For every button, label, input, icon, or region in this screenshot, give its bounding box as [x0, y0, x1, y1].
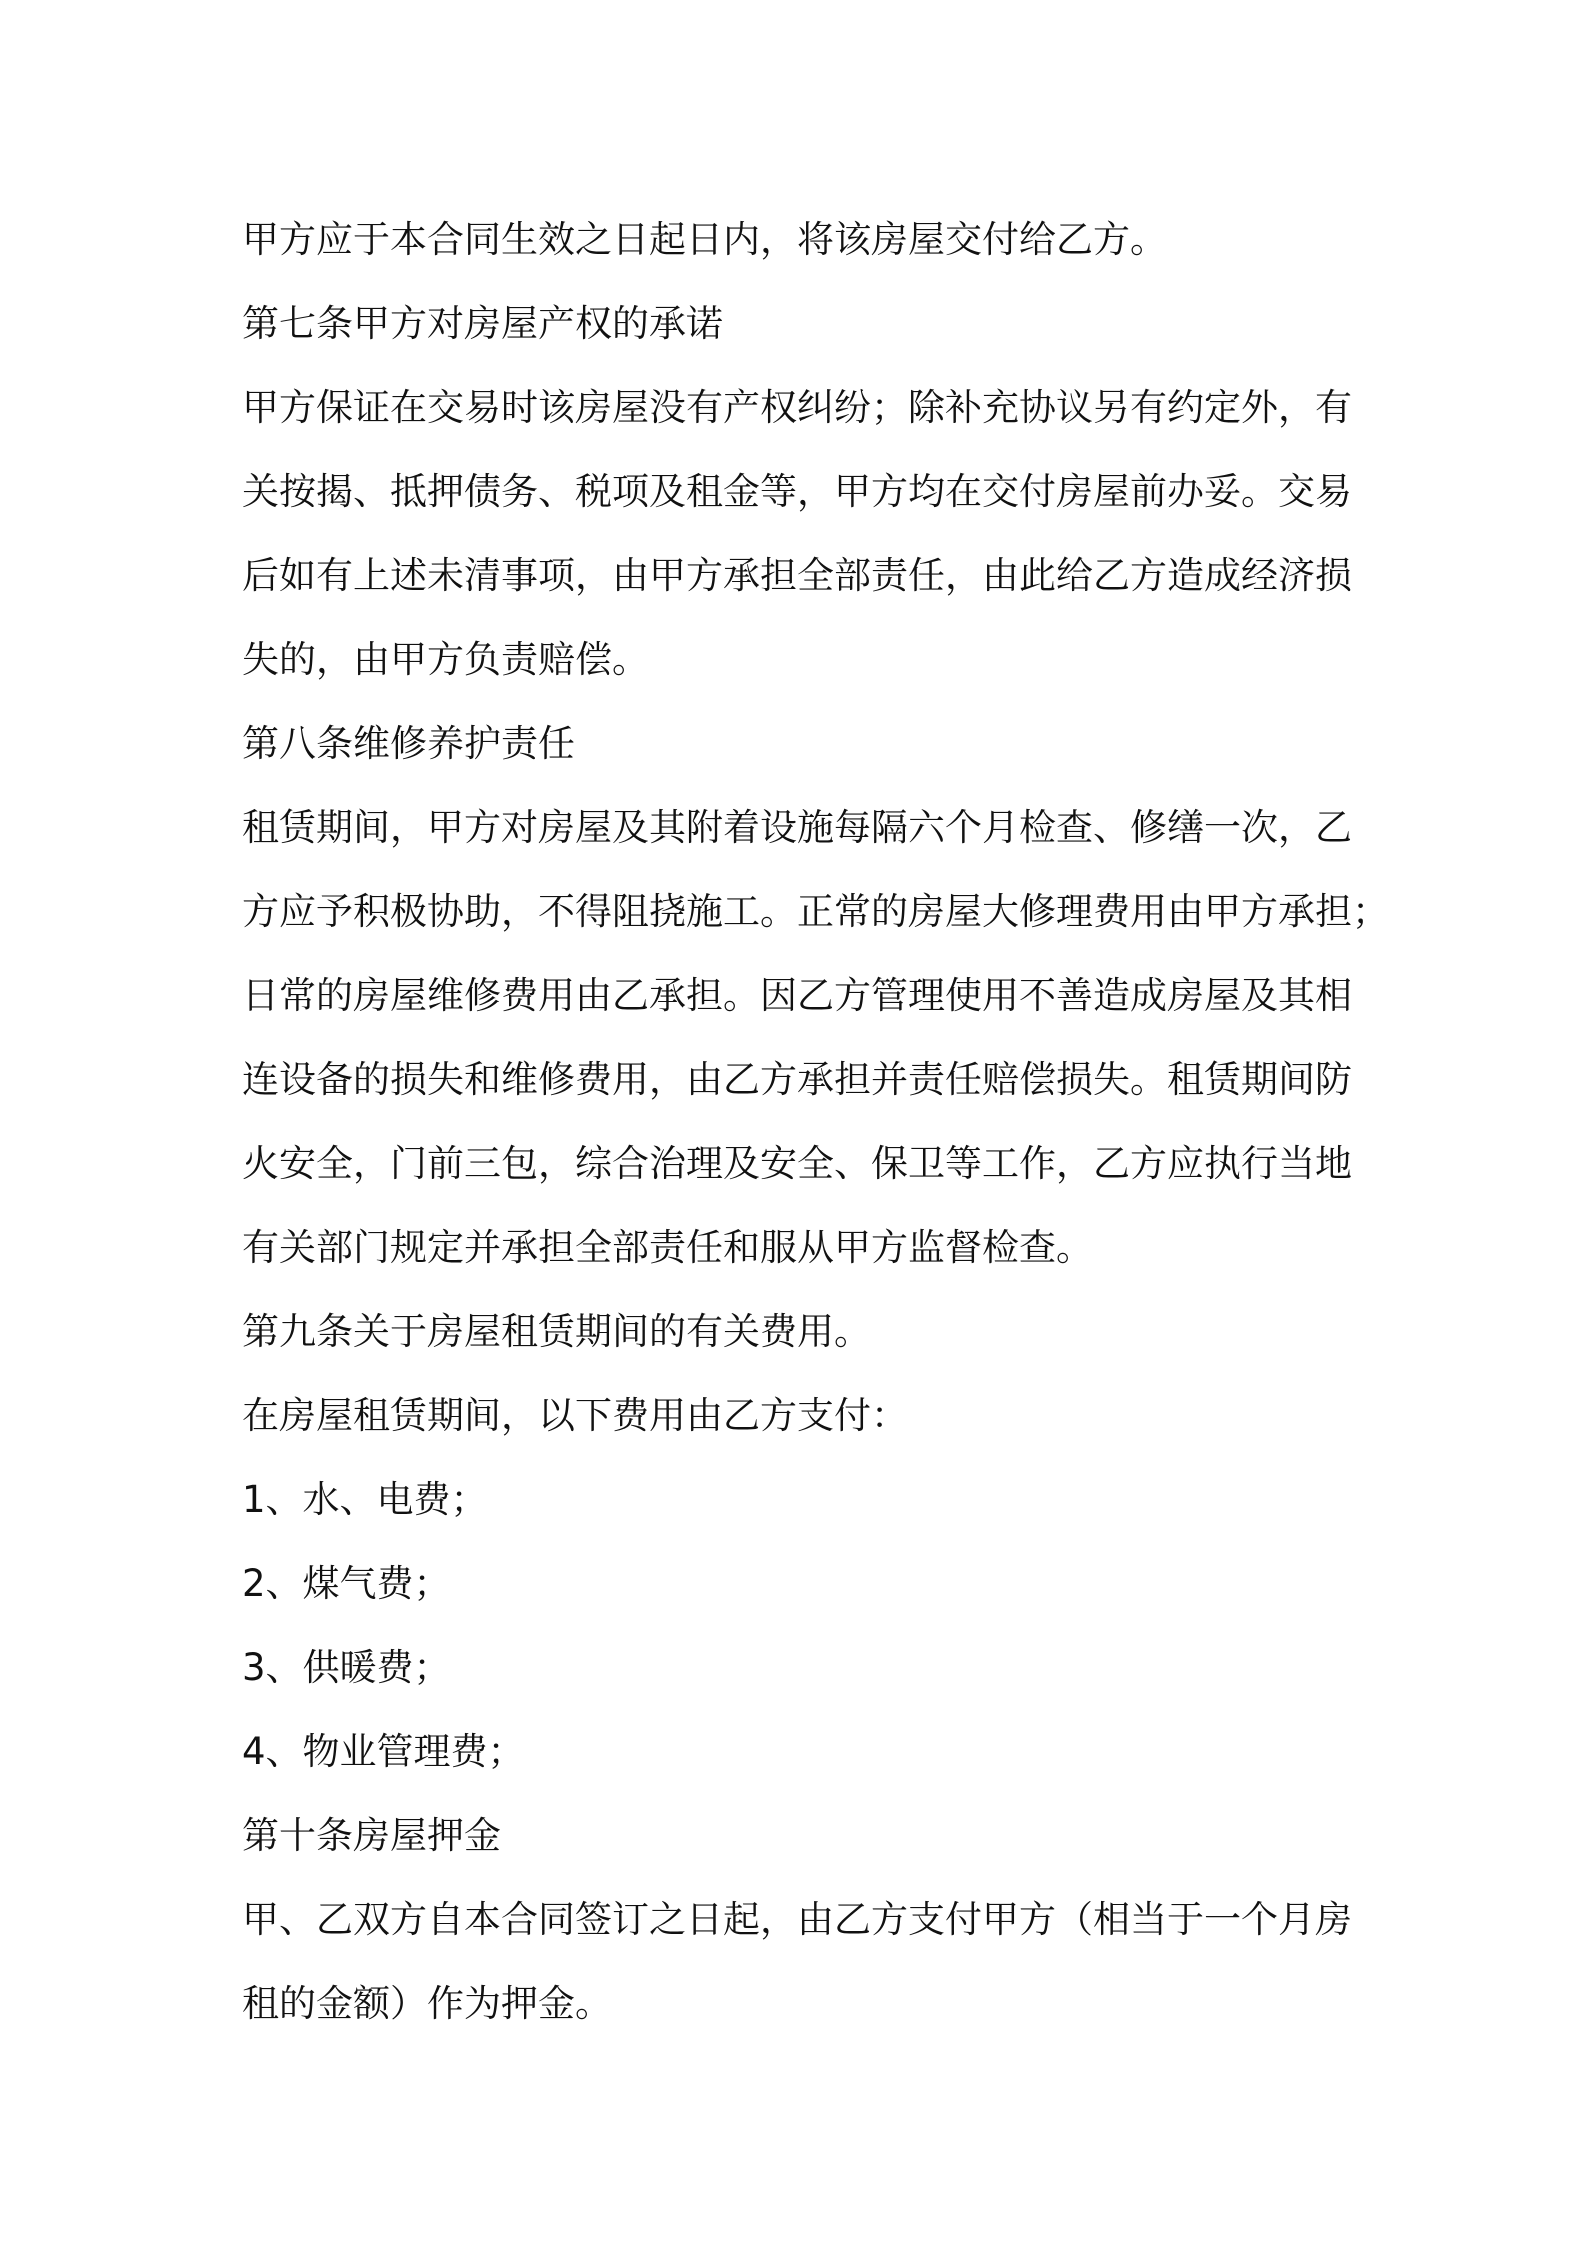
paragraph-line: 甲、乙双方自本合同签订之日起，由乙方支付甲方（相当于一个月房 — [242, 1898, 1352, 1941]
list-item: 1、水、电费； — [242, 1478, 488, 1521]
paragraph-line: 有关部门规定并承担全部责任和服从甲方监督检查。 — [242, 1226, 1093, 1269]
paragraph-line: 租赁期间，甲方对房屋及其附着设施每隔六个月检查、修缮一次，乙 — [242, 806, 1352, 849]
paragraph-line: 连设备的损失和维修费用，由乙方承担并责任赔偿损失。租赁期间防 — [242, 1058, 1352, 1101]
list-item: 2、煤气费； — [242, 1562, 451, 1605]
paragraph-line: 失的，由甲方负责赔偿。 — [242, 638, 649, 681]
section-heading-article-9: 第九条关于房屋租赁期间的有关费用。 — [242, 1310, 871, 1353]
section-heading-article-7: 第七条甲方对房屋产权的承诺 — [242, 302, 723, 345]
section-heading-article-10: 第十条房屋押金 — [242, 1814, 501, 1857]
section-heading-article-8: 第八条维修养护责任 — [242, 722, 575, 765]
paragraph-line: 在房屋租赁期间，以下费用由乙方支付： — [242, 1394, 908, 1437]
paragraph-line: 甲方应于本合同生效之日起日内，将该房屋交付给乙方。 — [242, 218, 1167, 261]
paragraph-line: 后如有上述未清事项，由甲方承担全部责任，由此给乙方造成经济损 — [242, 554, 1352, 597]
paragraph-line: 关按揭、抵押债务、税项及租金等，甲方均在交付房屋前办妥。交易 — [242, 470, 1352, 513]
paragraph-line: 方应予积极协助，不得阻挠施工。正常的房屋大修理费用由甲方承担； — [242, 890, 1389, 933]
paragraph-line: 火安全，门前三包，综合治理及安全、保卫等工作，乙方应执行当地 — [242, 1142, 1352, 1185]
contract-page — [242, 198, 1389, 2046]
paragraph-line: 日常的房屋维修费用由乙承担。因乙方管理使用不善造成房屋及其相 — [242, 974, 1352, 1017]
paragraph-line: 租的金额）作为押金。 — [242, 1982, 612, 2025]
list-item: 3、供暖费； — [242, 1646, 451, 1689]
list-item: 4、物业管理费； — [242, 1730, 525, 1773]
paragraph-line: 甲方保证在交易时该房屋没有产权纠纷；除补充协议另有约定外，有 — [242, 386, 1352, 429]
